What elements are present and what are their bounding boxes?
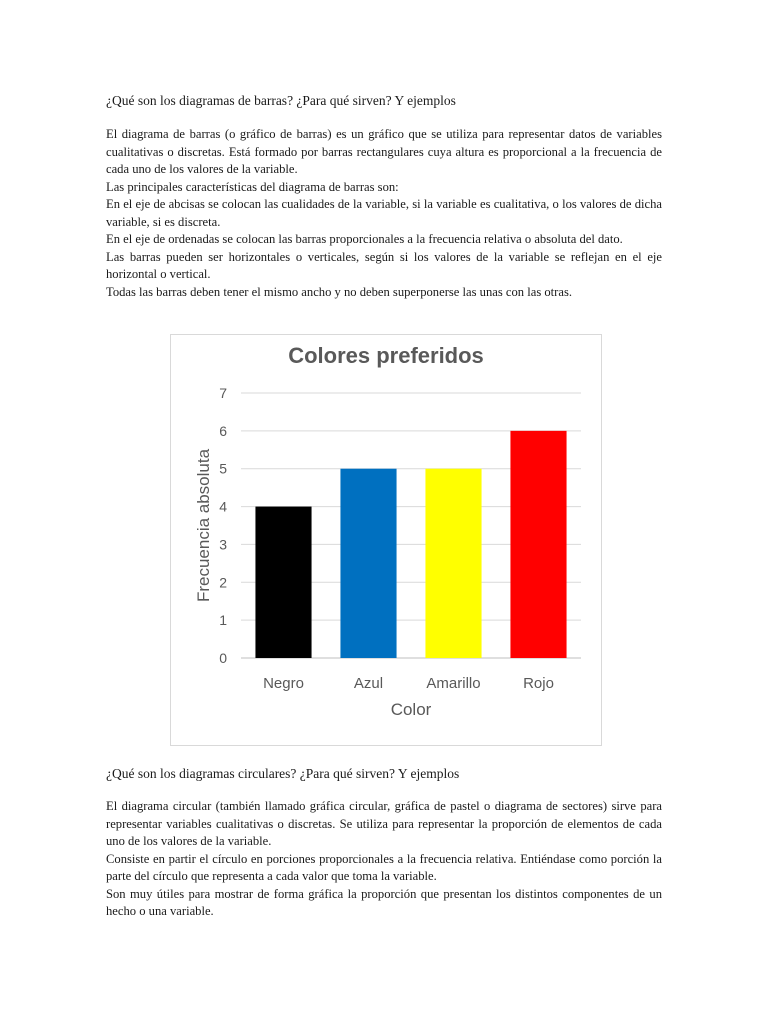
bar-chart — [170, 334, 602, 746]
y-axis-label: Frecuencia absoluta — [194, 448, 213, 603]
paragraph: Las barras pueden ser horizontales o verticales, según si los valores de la variable se reflejan en el eje horizontal o vertical. — [106, 249, 662, 281]
paragraph: Todas las barras deben tener el mismo ancho y no deben superponerse las unas con las otras. — [106, 284, 572, 299]
y-tick-label: 0 — [219, 650, 227, 666]
paragraph: El diagrama circular (también llamado gráfica circular, gráfica de pastel o diagrama de sectores) sirve para representar variables cualitativas o discretas. Se utiliza para representar la proporción de elementos de cada uno de los valores de la variable. — [106, 799, 662, 848]
bar-negro — [255, 507, 311, 658]
paragraph: En el eje de abcisas se colocan las cualidades de la variable, si la variable es cualitativa, o los valores de dicha variable, si es discreta. — [106, 197, 662, 229]
paragraph: Son muy útiles para mostrar de forma gráfica la proporción que presentan los distintos componentes de un hecho o una variable. — [106, 886, 662, 918]
x-tick-label: Negro — [263, 675, 304, 692]
bar-azul — [340, 469, 396, 658]
bar-amarillo — [425, 469, 481, 658]
section-heading-bar-charts: ¿Qué son los diagramas de barras? ¿Para qué sirven? Y ejemplos — [106, 93, 456, 108]
section-heading-pie-charts: ¿Qué son los diagramas circulares? ¿Para qué sirven? Y ejemplos — [106, 766, 460, 781]
y-tick-label: 5 — [219, 460, 227, 477]
section-body-pie-charts — [106, 798, 662, 921]
x-tick-label: Rojo — [523, 675, 554, 692]
paragraph: Las principales características del diagrama de barras son: — [106, 179, 399, 194]
paragraph: El diagrama de barras (o gráfico de barras) es un gráfico que se utiliza para representar datos de variables cualitativas o discretas. Está formado por barras rectangulares cuya altura es proporcional a la frecuencia de cada uno de los valores de la variable. — [106, 127, 662, 176]
section-body-bar-charts — [106, 126, 662, 301]
paragraph: En el eje de ordenadas se colocan las barras proporcionales a la frecuencia relativa o absoluta del dato. — [106, 232, 623, 246]
y-tick-label: 6 — [219, 422, 227, 439]
bar-chart-svg — [171, 335, 601, 745]
y-tick-label: 2 — [219, 574, 227, 591]
bar-rojo — [510, 431, 566, 658]
y-tick-label: 3 — [219, 536, 227, 553]
x-tick-label: Azul — [353, 675, 384, 692]
y-tick-label: 1 — [219, 612, 227, 629]
x-axis-label: Color — [390, 700, 432, 719]
y-tick-label: 4 — [219, 498, 227, 515]
y-tick-label: 7 — [219, 385, 227, 401]
paragraph: Consiste en partir el círculo en porciones proporcionales a la frecuencia relativa. Entiéndase como porción la parte del círculo que representa a cada valor que toma la variable. — [106, 851, 662, 883]
x-tick-label: Amarillo — [426, 675, 481, 692]
chart-title: Colores preferidos — [288, 343, 484, 368]
